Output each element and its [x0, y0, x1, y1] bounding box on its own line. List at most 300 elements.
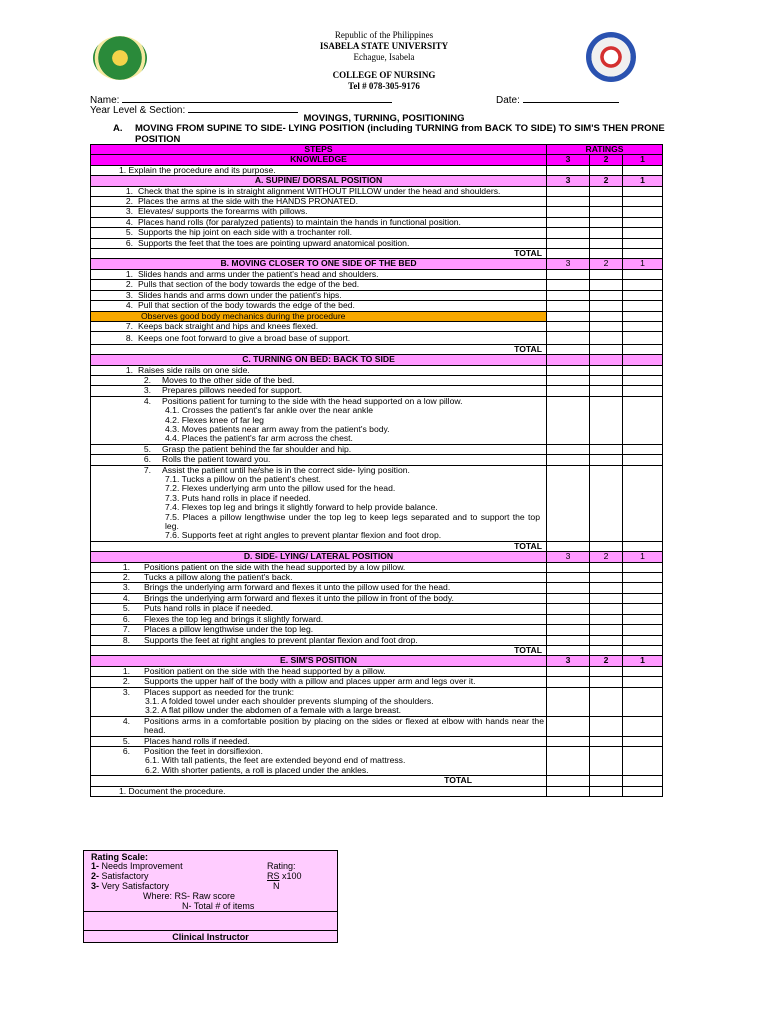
- rating-cell[interactable]: [590, 332, 623, 344]
- section-e-title: E. SIM'S POSITION: [91, 656, 547, 666]
- step-text: Raises side rails on one side.: [138, 364, 250, 375]
- total-cell[interactable]: [590, 249, 623, 259]
- sub-step-text: 7.4. Flexes top leg and brings it slightly forward to help provide balance.: [165, 502, 438, 513]
- rating-cell[interactable]: [547, 562, 590, 572]
- step-text: Places hand rolls if needed.: [144, 735, 250, 746]
- rating-cell[interactable]: [590, 677, 623, 687]
- rating-cell[interactable]: [547, 228, 590, 238]
- total-row: [91, 776, 663, 786]
- rating-cell[interactable]: [623, 465, 663, 541]
- rating-cell[interactable]: [590, 238, 623, 248]
- step-text: Grasp the patient behind the far shoulder and hip.: [162, 443, 352, 454]
- formula-numerator: RS: [267, 871, 280, 881]
- step-text: Elevates/ supports the forearms with pillows.: [138, 206, 308, 217]
- table-row: [91, 746, 663, 775]
- table-row: [91, 736, 663, 746]
- section-b-header-row: [91, 259, 663, 269]
- step-text: Assist the patient until he/she is in the correct side- lying position.: [162, 464, 410, 475]
- rating-cell[interactable]: [547, 716, 590, 736]
- table-row: [91, 396, 663, 444]
- step-number: 7.: [122, 624, 130, 635]
- step-number: 6.: [143, 454, 151, 465]
- table-row: [91, 583, 663, 593]
- rating-cell[interactable]: [547, 736, 590, 746]
- step-text: Keeps one foot forward to give a broad base of support.: [138, 333, 351, 344]
- rating-cell[interactable]: [590, 736, 623, 746]
- rating-cell[interactable]: [547, 332, 590, 344]
- checklist-table: [90, 144, 663, 797]
- rating-cell[interactable]: [547, 444, 590, 454]
- rating-cell[interactable]: [547, 786, 590, 796]
- sub-step-text: 7.6. Supports feet at right angles to prevent plantar flexion and foot drop.: [165, 530, 442, 541]
- clinical-instructor-label: Clinical Instructor: [172, 932, 249, 942]
- rating-cell[interactable]: [590, 614, 623, 624]
- college-name: COLLEGE OF NURSING: [332, 70, 436, 80]
- rating-cell[interactable]: [623, 583, 663, 593]
- republic-text: Republic of the Philippines: [334, 30, 434, 40]
- total-cell[interactable]: [623, 249, 663, 259]
- total-cell[interactable]: [590, 776, 623, 786]
- formula-denominator: N: [273, 881, 280, 891]
- rating-formula-label: Rating:: [267, 861, 296, 871]
- rating-cell[interactable]: [623, 614, 663, 624]
- step-text: Brings the underlying arm forward and flexes it unto the pillow used for the head.: [144, 582, 451, 593]
- step-text: Slides hands and arms under the patient's head and shoulders.: [138, 268, 379, 279]
- rating-2-header: 2: [590, 552, 623, 562]
- rating-3-header: 3: [547, 155, 590, 165]
- knowledge-header-row: [91, 155, 663, 165]
- document-step: 1. Document the procedure.: [91, 786, 547, 796]
- rating-cell[interactable]: [547, 186, 590, 196]
- rating-cell[interactable]: [590, 290, 623, 300]
- rating-3-header: 3: [547, 552, 590, 562]
- total-cell[interactable]: [590, 645, 623, 655]
- rating-cell[interactable]: [590, 593, 623, 603]
- step-text: Places support as needed for the trunk:: [144, 686, 295, 697]
- rating-scale-title: Rating Scale:: [91, 852, 149, 862]
- rating-cell[interactable]: [623, 290, 663, 300]
- table-row: [91, 238, 663, 248]
- step-text: Tucks a pillow along the patient's back.: [144, 572, 293, 583]
- rating-cell[interactable]: [590, 604, 623, 614]
- table-row: [91, 573, 663, 583]
- formula-multiplier: x100: [282, 871, 302, 881]
- rating-cell[interactable]: [590, 217, 623, 227]
- rating-cell[interactable]: [623, 666, 663, 676]
- rating-cell[interactable]: [623, 736, 663, 746]
- scale-number: 2-: [91, 871, 100, 881]
- rating-cell[interactable]: [590, 165, 623, 175]
- rating-1-header: 1: [623, 155, 663, 165]
- table-row: [91, 386, 663, 396]
- sub-step-text: 7.5. Places a pillow lengthwise under the top leg to keep legs separated and to support the top leg.: [165, 511, 540, 532]
- section-c-header-row: [91, 355, 663, 365]
- step-text: Brings the underlying arm forward and flexes it unto the pillow in front of the body.: [144, 592, 454, 603]
- rating-cell[interactable]: [547, 614, 590, 624]
- total-cell[interactable]: [590, 541, 623, 551]
- rating-cell[interactable]: [547, 217, 590, 227]
- table-row: [91, 604, 663, 614]
- table-row: [91, 280, 663, 290]
- sub-step-text: 3.1. A folded towel under each shoulder prevents slumping of the shoulders.: [145, 695, 434, 706]
- rating-cell[interactable]: [547, 365, 590, 375]
- step-number: 1.: [122, 561, 130, 572]
- step-number: 1.: [125, 268, 133, 279]
- step-text: Supports the upper half of the body with a pillow and places upper arm and legs over it.: [144, 676, 476, 687]
- sub-step-text: 6.1. With tall patients, the feet are extended beyond end of mattress.: [145, 755, 406, 766]
- knowledge-header: KNOWLEDGE: [91, 155, 547, 165]
- explain-step: 1. Explain the procedure and its purpose.: [91, 165, 547, 175]
- step-number: 3.: [122, 582, 130, 593]
- step-text: Puts hand rolls in place if needed.: [144, 603, 273, 614]
- table-row: [91, 332, 663, 344]
- rating-cell[interactable]: [590, 228, 623, 238]
- rating-cell[interactable]: [547, 666, 590, 676]
- rating-cell[interactable]: [547, 396, 590, 444]
- step-number: 3.: [143, 385, 151, 396]
- rating-cell[interactable]: [547, 677, 590, 687]
- table-row: [91, 455, 663, 465]
- sub-step-text: 7.3. Puts hand rolls in place if needed.: [165, 492, 311, 503]
- rating-cell[interactable]: [623, 573, 663, 583]
- step-number: 4.: [125, 300, 133, 311]
- table-row: [91, 666, 663, 676]
- step-number: 4.: [143, 395, 151, 406]
- rating-2-header: 2: [590, 656, 623, 666]
- total-cell[interactable]: [623, 645, 663, 655]
- rating-cell[interactable]: [623, 186, 663, 196]
- rating-1-header: 1: [623, 552, 663, 562]
- rating-cell[interactable]: [547, 455, 590, 465]
- table-row: [91, 290, 663, 300]
- rating-3-header: 3: [547, 656, 590, 666]
- rating-cell[interactable]: [590, 455, 623, 465]
- rating-cell[interactable]: [547, 375, 590, 385]
- step-text: Position the feet in dorsiflexion.: [144, 745, 263, 756]
- rating-cell[interactable]: [547, 746, 590, 775]
- step-text: Positions patient for turning to the side with the head supported on a low pillow.: [162, 395, 463, 406]
- sub-step-text: 7.1. Tucks a pillow on the patient's chest.: [165, 474, 321, 484]
- step-number: 2.: [125, 196, 133, 207]
- step-text: Slides hands and arms down under the patient's hips.: [138, 289, 342, 300]
- step-number: 5.: [125, 227, 133, 238]
- table-row-highlighted: [91, 311, 663, 321]
- rating-cell[interactable]: [590, 562, 623, 572]
- rating-cell[interactable]: [547, 207, 590, 217]
- total-cell[interactable]: [590, 344, 623, 354]
- rating-cell[interactable]: [547, 269, 590, 279]
- section-d-title: D. SIDE- LYING/ LATERAL POSITION: [91, 552, 547, 562]
- rating-cell[interactable]: [547, 238, 590, 248]
- subtitle-text: MOVING FROM SUPINE TO SIDE- LYING POSITION (including TURNING from BACK TO SIDE) TO SIM'S THEN PRONE POSITION: [135, 123, 665, 145]
- university-location: Echague, Isabela: [353, 52, 415, 62]
- rating-cell[interactable]: [590, 280, 623, 290]
- rating-cell[interactable]: [547, 625, 590, 635]
- step-text: Supports the hip joint on each side with a trochanter roll.: [138, 227, 353, 238]
- total-cell[interactable]: [547, 344, 590, 354]
- step-text: Check that the spine is in straight alignment WITHOUT PILLOW under the head and shoulders.: [138, 185, 501, 196]
- scale-number: 3-: [91, 881, 100, 891]
- step-number: 2.: [122, 676, 130, 687]
- rating-cell[interactable]: [547, 593, 590, 603]
- rating-cell[interactable]: [623, 228, 663, 238]
- rating-cell[interactable]: [547, 301, 590, 311]
- rating-cell[interactable]: [623, 301, 663, 311]
- step-text: Positions arms in a comfortable position by placing on the sides or flexed at elbow with hands near the head.: [144, 715, 544, 736]
- step-text: Pulls that section of the body towards the edge of the bed.: [138, 279, 360, 290]
- table-row: [91, 375, 663, 385]
- section-e-header-row: [91, 656, 663, 666]
- rating-cell[interactable]: [590, 465, 623, 541]
- table-row: [91, 635, 663, 645]
- rating-cell[interactable]: [590, 687, 623, 716]
- rating-cell[interactable]: [623, 604, 663, 614]
- formula-legend-rs: Where: RS- Raw score: [143, 891, 236, 901]
- rating-cell[interactable]: [547, 583, 590, 593]
- rating-cell[interactable]: [590, 207, 623, 217]
- section-a-title: A. SUPINE/ DORSAL POSITION: [91, 176, 547, 186]
- total-row: [91, 344, 663, 354]
- table-row: [91, 465, 663, 541]
- rating-cell[interactable]: [623, 444, 663, 454]
- step-number: 1.: [125, 364, 133, 375]
- rating-cell[interactable]: [623, 207, 663, 217]
- step-text: Supports the feet at right angles to prevent plantar flexion and foot drop.: [144, 634, 418, 645]
- table-row: [91, 228, 663, 238]
- rating-cell[interactable]: [590, 301, 623, 311]
- rating-cell[interactable]: [590, 269, 623, 279]
- step-number: 2.: [125, 279, 133, 290]
- table-row: [91, 217, 663, 227]
- rating-cell[interactable]: [590, 386, 623, 396]
- rating-cell[interactable]: [547, 197, 590, 207]
- table-row: [91, 716, 663, 736]
- table-row: [91, 186, 663, 196]
- total-cell[interactable]: [547, 645, 590, 655]
- rating-cell[interactable]: [547, 604, 590, 614]
- rating-cell[interactable]: [623, 280, 663, 290]
- step-text: Positions patient on the side with the head supported by a low pillow.: [144, 561, 406, 572]
- step-number: 4.: [122, 715, 130, 726]
- year-section-label: Year Level & Section:: [90, 105, 186, 116]
- total-label: TOTAL: [91, 645, 547, 655]
- rating-2-header: 2: [590, 176, 623, 186]
- rating-cell[interactable]: [623, 455, 663, 465]
- rating-cell[interactable]: [590, 786, 623, 796]
- rating-cell[interactable]: [547, 311, 590, 321]
- rating-cell[interactable]: [623, 677, 663, 687]
- table-row: [91, 444, 663, 454]
- rating-cell[interactable]: [547, 573, 590, 583]
- table-row: [91, 786, 663, 796]
- section-b-title: B. MOVING CLOSER TO ONE SIDE OF THE BED: [91, 259, 547, 269]
- rating-cell[interactable]: [623, 197, 663, 207]
- step-number: 6.: [122, 613, 130, 624]
- step-text: Observes good body mechanics during the procedure: [91, 311, 547, 321]
- university-name: ISABELA STATE UNIVERSITY: [319, 41, 449, 51]
- rating-cell[interactable]: [590, 321, 623, 331]
- total-label: TOTAL: [91, 776, 547, 786]
- date-label: Date:: [496, 95, 520, 106]
- rating-cell[interactable]: [547, 635, 590, 645]
- total-cell[interactable]: [623, 344, 663, 354]
- step-text: Places the arms at the side with the HANDS PRONATED.: [138, 196, 359, 207]
- step-text: Moves to the other side of the bed.: [162, 374, 295, 385]
- rating-2-header: 2: [590, 259, 623, 269]
- step-number: 4.: [122, 592, 130, 603]
- total-row: [91, 249, 663, 259]
- step-text: Supports the feet that the toes are pointing upward anatomical position.: [138, 237, 410, 248]
- telephone-number: Tel # 078-305-9176: [348, 81, 420, 91]
- sub-step-text: 6.2. With shorter patients, a roll is placed under the ankles.: [145, 764, 369, 775]
- rating-cell[interactable]: [590, 666, 623, 676]
- table-row: [91, 165, 663, 175]
- rating-cell[interactable]: [547, 687, 590, 716]
- table-row: [91, 614, 663, 624]
- rating-cell[interactable]: [623, 687, 663, 716]
- total-label: TOTAL: [91, 541, 547, 551]
- total-cell[interactable]: [623, 541, 663, 551]
- rating-scale-box: [83, 850, 338, 943]
- document-title: MOVINGS, TURNING, POSITIONING: [303, 113, 465, 124]
- rating-cell[interactable]: [590, 444, 623, 454]
- rating-cell[interactable]: [590, 573, 623, 583]
- total-cell[interactable]: [547, 541, 590, 551]
- rating-cell[interactable]: [623, 716, 663, 736]
- table-row: [91, 269, 663, 279]
- table-row: [91, 207, 663, 217]
- rating-cell[interactable]: [623, 311, 663, 321]
- total-cell[interactable]: [547, 776, 590, 786]
- sub-step-text: 4.2. Flexes knee of far leg: [165, 414, 264, 425]
- step-number: 1.: [122, 665, 130, 676]
- step-text: Prepares pillows needed for support.: [162, 385, 302, 396]
- rating-cell[interactable]: [547, 465, 590, 541]
- table-row: [91, 562, 663, 572]
- total-row: [91, 645, 663, 655]
- table-row: [91, 593, 663, 603]
- rating-cell[interactable]: [623, 217, 663, 227]
- step-number: 1.: [125, 185, 133, 196]
- rating-cell[interactable]: [590, 365, 623, 375]
- steps-header: STEPS: [91, 145, 547, 155]
- step-number: 5.: [122, 735, 130, 746]
- rating-3-header: 3: [547, 176, 590, 186]
- rating-cell[interactable]: [590, 375, 623, 385]
- step-number: 8.: [122, 634, 130, 645]
- total-cell[interactable]: [547, 249, 590, 259]
- rating-cell[interactable]: [590, 311, 623, 321]
- rating-cell[interactable]: [623, 375, 663, 385]
- step-number: 3.: [125, 289, 133, 300]
- rating-cell[interactable]: [623, 365, 663, 375]
- empty-header-cell: [590, 355, 623, 365]
- rating-cell[interactable]: [590, 186, 623, 196]
- total-row: [91, 541, 663, 551]
- step-number: 3.: [122, 686, 130, 697]
- step-text: Keeps back straight and hips and knees flexed.: [138, 320, 319, 331]
- rating-cell[interactable]: [623, 562, 663, 572]
- rating-cell[interactable]: [547, 321, 590, 331]
- rating-cell[interactable]: [623, 746, 663, 775]
- rating-cell[interactable]: [623, 165, 663, 175]
- rating-cell[interactable]: [590, 583, 623, 593]
- step-number: 2.: [143, 374, 151, 385]
- rating-cell[interactable]: [590, 197, 623, 207]
- step-number: 8.: [125, 333, 133, 344]
- section-d-header-row: [91, 552, 663, 562]
- step-text: Places a pillow lengthwise under the top leg.: [144, 624, 314, 635]
- section-c-title: C. TURNING ON BED: BACK TO SIDE: [91, 355, 547, 365]
- step-number: 3.: [125, 206, 133, 217]
- step-number: 7.: [143, 464, 151, 475]
- table-row: [91, 197, 663, 207]
- table-row: [91, 365, 663, 375]
- step-number: 2.: [122, 572, 130, 583]
- section-a-header-row: [91, 176, 663, 186]
- table-row: [91, 687, 663, 716]
- rating-cell[interactable]: [547, 290, 590, 300]
- rating-cell[interactable]: [623, 396, 663, 444]
- rating-cell[interactable]: [590, 625, 623, 635]
- step-text: Rolls the patient toward you.: [162, 454, 271, 465]
- rating-1-header: 1: [623, 176, 663, 186]
- rating-cell[interactable]: [623, 593, 663, 603]
- total-label: TOTAL: [91, 249, 547, 259]
- rating-cell[interactable]: [623, 332, 663, 344]
- rating-cell[interactable]: [590, 396, 623, 444]
- rating-cell[interactable]: [590, 746, 623, 775]
- step-number: 5.: [122, 603, 130, 614]
- document-header: [0, 30, 768, 92]
- rating-2-header: 2: [590, 155, 623, 165]
- step-number: 7.: [125, 320, 133, 331]
- date-field[interactable]: [496, 93, 619, 106]
- name-label: Name:: [90, 95, 120, 106]
- table-row: [91, 625, 663, 635]
- rating-cell[interactable]: [547, 165, 590, 175]
- sub-step-text: 4.1. Crosses the patient's far ankle over the near ankle: [165, 405, 374, 416]
- table-header-row: [91, 145, 663, 155]
- rating-cell[interactable]: [623, 625, 663, 635]
- sub-step-text: 4.3. Moves patients near arm away from the patient's body.: [165, 423, 390, 434]
- table-row: [91, 301, 663, 311]
- table-row: [91, 321, 663, 331]
- rating-cell[interactable]: [547, 386, 590, 396]
- ratings-header: RATINGS: [547, 145, 663, 155]
- rating-cell[interactable]: [623, 635, 663, 645]
- sub-step-text: 4.4. Places the patient's far arm across the chest.: [165, 433, 353, 444]
- step-text: Places hand rolls (for paralyzed patients) to maintain the hands in functional position.: [138, 216, 461, 227]
- step-number: 5.: [143, 443, 151, 454]
- sub-step-text: 3.2. A flat pillow under the abdomen of a female with a large breast.: [145, 705, 402, 716]
- rating-cell[interactable]: [623, 269, 663, 279]
- step-text: Pull that section of the body towards the edge of the bed.: [138, 300, 355, 311]
- scale-label: Very Satisfactory: [101, 881, 170, 891]
- total-cell[interactable]: [623, 776, 663, 786]
- rating-cell[interactable]: [547, 280, 590, 290]
- rating-cell[interactable]: [623, 386, 663, 396]
- rating-cell[interactable]: [623, 238, 663, 248]
- rating-cell[interactable]: [590, 635, 623, 645]
- total-label: TOTAL: [91, 344, 547, 354]
- empty-header-cell: [623, 355, 663, 365]
- rating-cell[interactable]: [590, 716, 623, 736]
- rating-cell[interactable]: [623, 321, 663, 331]
- step-number: 6.: [122, 745, 130, 756]
- step-text: Flexes the top leg and brings it slightly forward.: [144, 613, 324, 624]
- rating-cell[interactable]: [623, 786, 663, 796]
